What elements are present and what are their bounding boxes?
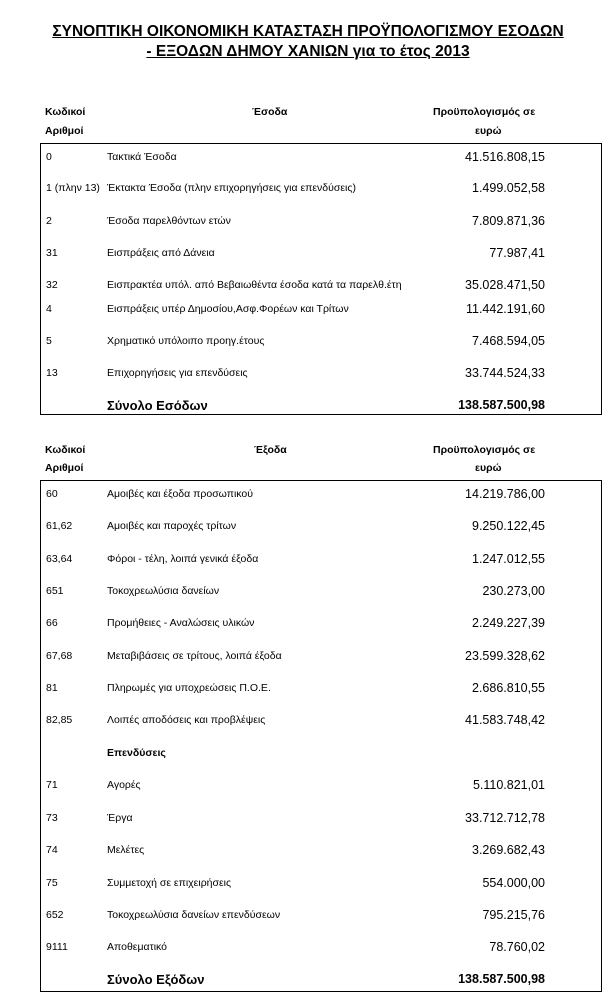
- investments-section-row: [41, 747, 601, 761]
- row-amount: 35.028.471,50: [465, 278, 545, 292]
- table-row: [41, 279, 601, 293]
- row-amount: 3.269.682,43: [472, 843, 545, 857]
- row-amount: 5.110.821,01: [472, 778, 545, 792]
- row-code: 1 (πλην 13): [46, 182, 100, 194]
- row-code: 63,64: [46, 553, 73, 565]
- table-row: [41, 303, 601, 317]
- row-desc: Έργα: [107, 812, 133, 824]
- row-code: 61,62: [46, 520, 73, 532]
- row-code: 66: [46, 617, 58, 629]
- table-row: [41, 617, 601, 631]
- row-desc: Τακτικά Έσοδα: [107, 151, 177, 163]
- row-desc: Έσοδα παρελθόντων ετών: [107, 215, 231, 227]
- table-row: [41, 714, 601, 728]
- income-header-desc: Έσοδα: [252, 106, 288, 118]
- row-desc: Τοκοχρεωλύσια δανείων επενδύσεων: [107, 909, 281, 921]
- table-row: [41, 682, 601, 696]
- table-row: [41, 367, 601, 381]
- row-desc: Αποθεματικό: [107, 941, 168, 953]
- row-desc: Τοκοχρεωλύσια δανείων: [107, 585, 220, 597]
- row-code: 9111: [46, 941, 68, 953]
- row-amount: 554.000,00: [482, 876, 545, 890]
- investments-section-label: Επενδύσεις: [107, 747, 166, 759]
- row-desc: Έκτακτα Έσοδα (πλην επιχορηγήσεις για επενδύσεις): [107, 182, 356, 194]
- table-row: [41, 585, 601, 599]
- row-code: 2: [46, 215, 52, 227]
- row-amount: 33.744.524,33: [465, 366, 545, 380]
- table-row: [41, 520, 601, 534]
- table-row: [41, 877, 601, 891]
- table-row: [41, 488, 601, 502]
- income-header-code-1: Κωδικοί: [45, 106, 86, 118]
- row-amount: 1.499.052,58: [472, 181, 545, 195]
- table-row: [41, 812, 601, 826]
- expenses-table: [40, 480, 602, 992]
- row-code: 652: [46, 909, 64, 921]
- row-amount: 2.249.227,39: [472, 616, 545, 630]
- table-row: [41, 779, 601, 793]
- row-amount: 14.219.786,00: [465, 487, 545, 501]
- row-amount: 7.468.594,05: [472, 334, 545, 348]
- row-code: 81: [46, 682, 58, 694]
- row-desc: Συμμετοχή σε επιχειρήσεις: [107, 877, 232, 889]
- row-desc: Επιχορηγήσεις για επενδύσεις: [107, 367, 248, 379]
- table-row: [41, 844, 601, 858]
- row-amount: 7.809.871,36: [472, 214, 545, 228]
- row-amount: 78.760,02: [489, 940, 545, 954]
- row-desc: Εισπράξεις από Δάνεια: [107, 247, 215, 259]
- table-row: [41, 941, 601, 955]
- income-total-amount: 138.587.500,98: [458, 398, 545, 412]
- row-desc: Αμοιβές και έξοδα προσωπικού: [107, 488, 254, 500]
- document-title: [0, 22, 616, 62]
- table-row: [41, 151, 601, 165]
- row-desc: Προμήθειες - Αναλώσεις υλικών: [107, 617, 255, 629]
- table-row: [41, 909, 601, 923]
- expenses-header-amount-1: Προϋπολογισμός σε: [433, 444, 536, 456]
- expenses-header-code-2: Αριθμοί: [45, 462, 84, 474]
- row-amount: 2.686.810,55: [472, 681, 545, 695]
- row-desc: Αγορές: [107, 779, 141, 791]
- row-desc: Πληρωμές για υποχρεώσεις Π.Ο.Ε.: [107, 682, 271, 694]
- row-amount: 1.247.012,55: [472, 552, 545, 566]
- row-amount: 11.442.191,60: [465, 302, 545, 316]
- expenses-header-desc: Έξοδα: [254, 444, 287, 456]
- row-amount: 230.273,00: [482, 584, 545, 598]
- row-desc: Εισπρακτέα υπόλ. από Βεβαιωθέντα έσοδα κατά τα παρελθ.έτη: [107, 279, 402, 291]
- row-code: 74: [46, 844, 58, 856]
- title-line-1: ΣΥΝΟΠΤΙΚΗ ΟΙΚΟΝΟΜΙΚΗ ΚΑΤΑΣΤΑΣΗ ΠΡΟΫΠΟΛΟΓΙΣΜΟΥ ΕΣΟΔΩΝ: [52, 23, 564, 40]
- table-row: [41, 182, 601, 196]
- income-header-amount-2: ευρώ: [475, 125, 502, 137]
- row-code: 651: [46, 585, 64, 597]
- row-amount: 23.599.328,62: [465, 649, 545, 663]
- row-code: 31: [46, 247, 58, 259]
- income-header-amount-1: Προϋπολογισμός σε: [433, 106, 536, 118]
- row-code: 75: [46, 877, 58, 889]
- row-desc: Λοιπές αποδόσεις και προβλέψεις: [107, 714, 266, 726]
- row-desc: Φόροι - τέλη, λοιπά γενικά έξοδα: [107, 553, 259, 565]
- row-amount: 795.215,76: [482, 908, 545, 922]
- expenses-total-label: Σύνολο Εξόδων: [107, 972, 205, 987]
- row-desc: Εισπράξεις υπέρ Δημοσίου,Ασφ.Φορέων και Τρίτων: [107, 303, 349, 315]
- table-row: [41, 553, 601, 567]
- row-code: 13: [46, 367, 58, 379]
- row-code: 73: [46, 812, 58, 824]
- table-row: [41, 215, 601, 229]
- expenses-total-amount: 138.587.500,98: [458, 972, 545, 986]
- row-code: 0: [46, 151, 52, 163]
- income-header-code-2: Αριθμοί: [45, 125, 84, 137]
- table-row: [41, 335, 601, 349]
- expenses-total-row: [41, 972, 601, 988]
- row-code: 67,68: [46, 650, 73, 662]
- row-code: 60: [46, 488, 58, 500]
- row-code: 71: [46, 779, 58, 791]
- title-line-2: - ΕΞΟΔΩΝ ΔΗΜΟΥ ΧΑΝΙΩΝ για το έτος 2013: [146, 43, 470, 60]
- row-amount: 77.987,41: [489, 246, 545, 260]
- table-row: [41, 650, 601, 664]
- expenses-header-amount-2: ευρώ: [475, 462, 502, 474]
- row-desc: Μεταβιβάσεις σε τρίτους, λοιπά έξοδα: [107, 650, 282, 662]
- row-desc: Μελέτες: [107, 844, 145, 856]
- row-amount: 41.516.808,15: [465, 150, 545, 164]
- income-table: [40, 143, 602, 415]
- row-code: 32: [46, 279, 58, 291]
- row-code: 82,85: [46, 714, 73, 726]
- table-row: [41, 247, 601, 261]
- row-code: 4: [46, 303, 52, 315]
- row-amount: 33.712.712,78: [465, 811, 545, 825]
- row-desc: Αμοιβές και παροχές τρίτων: [107, 520, 237, 532]
- row-desc: Χρηματικό υπόλοιπο προηγ.έτους: [107, 335, 265, 347]
- row-code: 5: [46, 335, 52, 347]
- row-amount: 9.250.122,45: [472, 519, 545, 533]
- income-total-label: Σύνολο Εσόδων: [107, 398, 208, 413]
- row-amount: 41.583.748,42: [465, 713, 545, 727]
- expenses-header-code-1: Κωδικοί: [45, 444, 86, 456]
- income-total-row: [41, 398, 601, 414]
